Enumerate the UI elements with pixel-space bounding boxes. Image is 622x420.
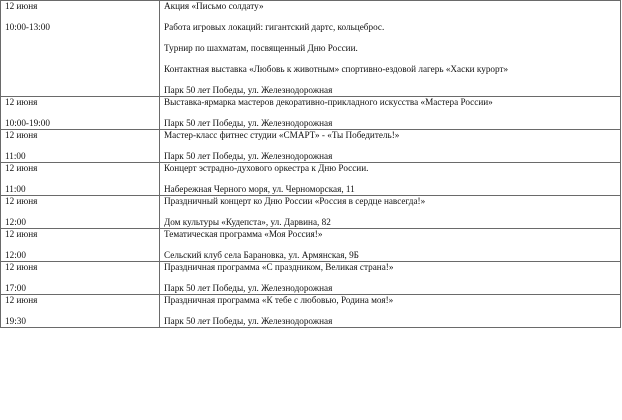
event-description: Акция «Письмо солдату» — [164, 1, 264, 11]
line-spacer — [5, 12, 155, 22]
date-time-cell — [1, 196, 160, 229]
line-spacer — [5, 273, 155, 283]
table-row — [1, 262, 621, 295]
line-spacer — [5, 207, 155, 217]
event-date: 12 июня — [5, 295, 38, 305]
event-location: Парк 50 лет Победы, ул. Железнодорожная — [164, 85, 333, 95]
event-date: 12 июня — [5, 130, 38, 140]
line-spacer — [164, 207, 616, 217]
event-time: 12:00 — [5, 250, 26, 260]
event-description: Работа игровых локаций: гигантский дартс, кольцеброс. — [164, 22, 385, 32]
line-spacer — [5, 141, 155, 151]
event-description: Праздничная программа «С праздником, Великая страна!» — [164, 262, 394, 272]
table-row — [1, 163, 621, 196]
event-description: Турнир по шахматам, посвященный Дню России. — [164, 43, 358, 53]
line-spacer — [164, 33, 616, 43]
event-details-cell — [160, 196, 621, 229]
date-time-cell — [1, 262, 160, 295]
table-row — [1, 196, 621, 229]
event-time: 12:00 — [5, 217, 26, 227]
event-time: 17:00 — [5, 283, 26, 293]
date-time-cell — [1, 1, 160, 97]
line-spacer — [164, 306, 616, 316]
event-details-cell — [160, 163, 621, 196]
event-date: 12 июня — [5, 97, 38, 107]
event-location: Парк 50 лет Победы, ул. Железнодорожная — [164, 118, 333, 128]
event-description: Выставка-ярмарка мастеров декоративно-прикладного искусства «Мастера России» — [164, 97, 493, 107]
event-details-cell — [160, 229, 621, 262]
event-description: Мастер-класс фитнес студии «СМАРТ» - «Ты Победитель!» — [164, 130, 400, 140]
event-description: Тематическая программа «Моя Россия!» — [164, 229, 323, 239]
line-spacer — [5, 174, 155, 184]
date-time-cell — [1, 229, 160, 262]
event-date: 12 июня — [5, 229, 38, 239]
line-spacer — [164, 240, 616, 250]
line-spacer — [164, 54, 616, 64]
event-details-cell — [160, 130, 621, 163]
event-date: 12 июня — [5, 163, 38, 173]
event-details-cell — [160, 262, 621, 295]
line-spacer — [164, 141, 616, 151]
event-details-cell — [160, 295, 621, 328]
line-spacer — [164, 174, 616, 184]
event-location: Парк 50 лет Победы, ул. Железнодорожная — [164, 283, 333, 293]
line-spacer — [5, 240, 155, 250]
event-location: Парк 50 лет Победы, ул. Железнодорожная — [164, 151, 333, 161]
event-time: 11:00 — [5, 184, 26, 194]
event-description: Праздничная программа «К тебе с любовью, Родина моя!» — [164, 295, 394, 305]
event-location: Сельский клуб села Барановка, ул. Армянская, 9Б — [164, 250, 359, 260]
table-row — [1, 229, 621, 262]
line-spacer — [5, 306, 155, 316]
table-row — [1, 1, 621, 97]
event-location: Парк 50 лет Победы, ул. Железнодорожная — [164, 316, 333, 326]
event-schedule-body — [1, 1, 621, 328]
table-row — [1, 97, 621, 130]
date-time-cell — [1, 130, 160, 163]
event-location: Дом культуры «Кудепста», ул. Дарвина, 82 — [164, 217, 331, 227]
event-date: 12 июня — [5, 1, 38, 11]
event-description: Праздничный концерт ко Дню России «Россия в сердце навсегда!» — [164, 196, 426, 206]
event-time: 10:00-19:00 — [5, 118, 50, 128]
line-spacer — [164, 12, 616, 22]
line-spacer — [164, 108, 616, 118]
event-details-cell — [160, 1, 621, 97]
event-time: 10:00-13:00 — [5, 22, 50, 32]
event-description: Контактная выставка «Любовь к животным» спортивно-ездовой лагерь «Хаски курорт» — [164, 64, 509, 74]
table-row — [1, 295, 621, 328]
line-spacer — [164, 273, 616, 283]
event-time: 19:30 — [5, 316, 26, 326]
date-time-cell — [1, 163, 160, 196]
date-time-cell — [1, 97, 160, 130]
line-spacer — [164, 75, 616, 85]
event-date: 12 июня — [5, 196, 38, 206]
date-time-cell — [1, 295, 160, 328]
event-time: 11:00 — [5, 151, 26, 161]
event-details-cell — [160, 97, 621, 130]
table-row — [1, 130, 621, 163]
event-date: 12 июня — [5, 262, 38, 272]
event-location: Набережная Черного моря, ул. Черноморская, 11 — [164, 184, 355, 194]
event-description: Концерт эстрадно-духового оркестра к Дню России. — [164, 163, 369, 173]
line-spacer — [5, 108, 155, 118]
